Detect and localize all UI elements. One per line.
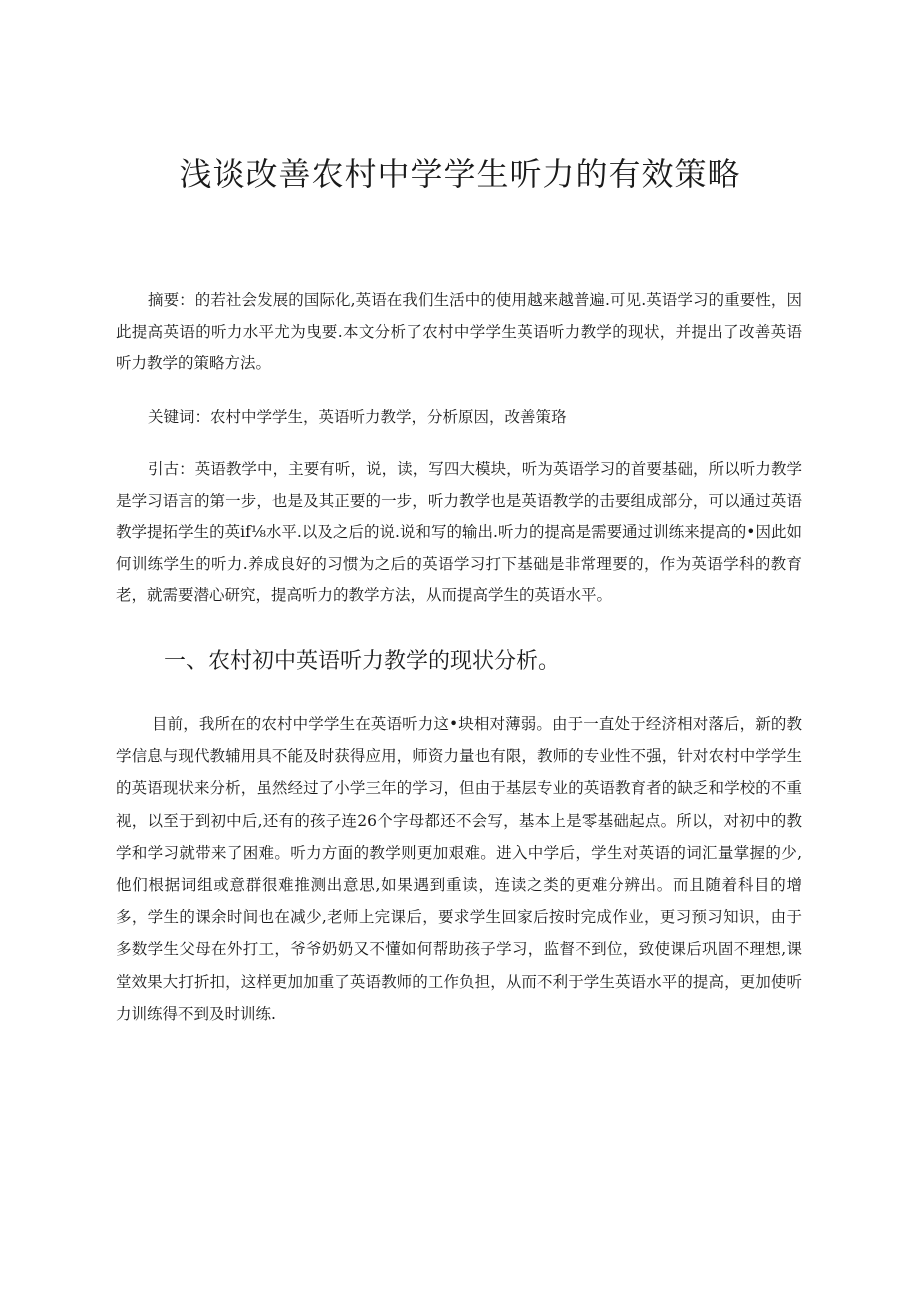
keywords-paragraph: 关键词：农村中学学生，英语听力教学，分析原因，改善策珞 — [148, 408, 567, 426]
introduction-paragraph: 引古：英语教学中，主要有听，说，读，写四大模块，听为英语学习的首要基础，所以听力教学是学习语言的第一步，也是及其正要的一步，听力教学也是英语教学的击要组成部分，可以通过英语教学提拓学生的英if⅛水平.以及之后的说.说和写的输出.听力的提高是需要通过训练来提高的•因此如何训练学生的听力.养成良好的习惯为之后的英语学习打下基础是非常理要的，作为英语学科的教育老，就需要潜心研究，提高听力的教学方法，从而提高学生的英语水平。 — [116, 460, 802, 604]
section-heading: 一、农村初中英语听力教学的现状分析。 — [164, 649, 561, 674]
section-body-paragraph: 目前，我所在的农村中学学生在英语听力这•块相对薄弱。由于一直处于经济相对落后，新的教学信息与现代教辅用具不能及时获得应用，师资力量也有限，教师的专业性不强，针对农村中学学生的英语现状来分析，虽然经过了小学三年的学习，但由于基层专业的英语教育者的缺乏和学校的不重视，以至于到初中后,还有的孩子连26个字母都还不会写，基本上是零基础起点。所以，对初中的教学和学习就带来了困难。听力方面的教学则更加艰难。进入中学后，学生对英语的词汇量掌握的少,他们根据词组或意群很难推测出意思,如果遇到重读，连读之类的更难分辨出。而且随着科目的增多，学生的课余时间也在减少,老师上完课后，要求学生回家后按时完成作业，更习预习知识，由于多数学生父母在外打工，爷爷奶奶又不懂如何帮助孩子学习，监督不到位，致使课后巩固不理想,课堂效果大打折扣，这样更加加重了英语教师的工作负担，从而不利于学生英语水平的提高，更加使听力训练得不到及时训练. — [116, 715, 802, 1023]
page-title: 浅谈改善农村中学学生听力的有效策略 — [179, 155, 741, 193]
abstract-paragraph: 摘要：的若社会发展的国际化,英语在我们生活中的使用越来越普遍.可见.英语学习的重要性，因此提高英语的听力水平尤为曳要.本文分析了农村中学学生英语听力教学的现状，并提出了改善英语听力教学的策略方法。 — [116, 291, 802, 372]
